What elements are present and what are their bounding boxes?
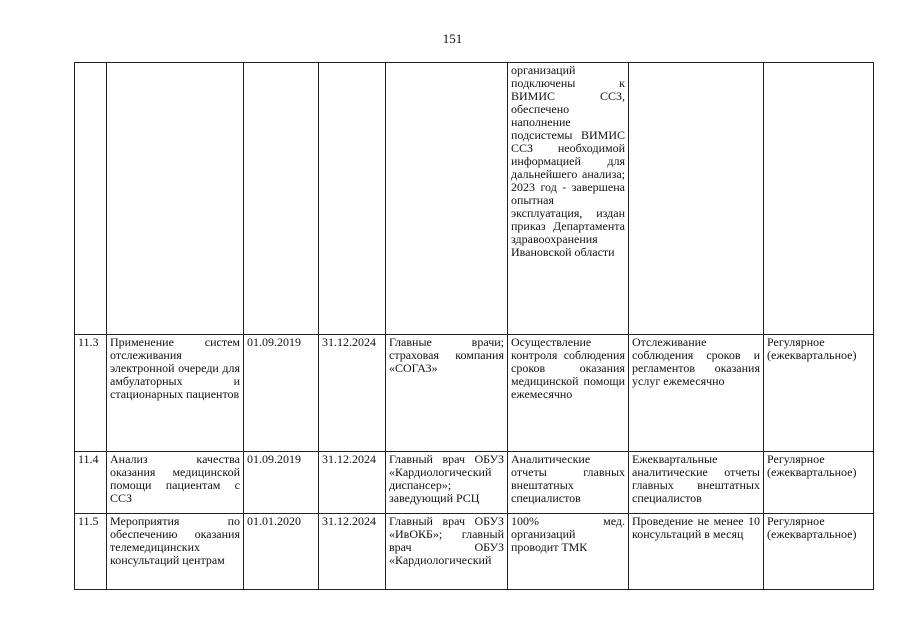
cell-start-date: [244, 63, 319, 335]
cell-result: Аналитические отчеты главных внештатных специалистов: [508, 452, 629, 514]
cell-end-date: 31.12.2024: [319, 514, 386, 590]
cell-responsible: Главный врач ОБУЗ «ИвОКБ»; главный врач ОБУЗ «Кардиологический: [386, 514, 508, 590]
cell-regularity: Регулярное (ежеквартальное): [764, 452, 874, 514]
cell-result: Осуществление контроля соблюдения сроков оказания медицинской помощи ежемесячно: [508, 335, 629, 452]
cell-control: Проведение не менее 10 консультаций в месяц: [629, 514, 764, 590]
cell-end-date: 31.12.2024: [319, 335, 386, 452]
cell-event: Мероприятия по обеспечению оказания телемедицинских консультаций центрам: [107, 514, 244, 590]
cell-event: Применение систем отслеживания электронной очереди для амбулаторных и стационарных пациентов: [107, 335, 244, 452]
cell-start-date: 01.09.2019: [244, 335, 319, 452]
table-row: [75, 63, 874, 335]
cell-control: Ежеквартальные аналитические отчеты главных внештатных специалистов: [629, 452, 764, 514]
cell-responsible: Главный врач ОБУЗ «Кардиологический диспансер»; заведующий РСЦ: [386, 452, 508, 514]
cell-regularity: Регулярное (ежеквартальное): [764, 335, 874, 452]
cell-regularity: [764, 63, 874, 335]
table-row: [75, 452, 874, 514]
cell-number: 11.5: [75, 514, 107, 590]
cell-control: [629, 63, 764, 335]
cell-event: [107, 63, 244, 335]
cell-end-date: [319, 63, 386, 335]
cell-result: 100% мед. организаций проводит ТМК: [508, 514, 629, 590]
cell-responsible: [386, 63, 508, 335]
action-plan-table: [74, 62, 874, 590]
cell-regularity: Регулярное (ежеквартальное): [764, 514, 874, 590]
cell-end-date: 31.12.2024: [319, 452, 386, 514]
page-number: 151: [442, 31, 463, 46]
cell-start-date: 01.09.2019: [244, 452, 319, 514]
cell-responsible: Главные врачи; страховая компания «СОГАЗ»: [386, 335, 508, 452]
cell-number: 11.4: [75, 452, 107, 514]
cell-number: [75, 63, 107, 335]
cell-result: организаций подключены к ВИМИС ССЗ, обеспечено наполнение подсистемы ВИМИС ССЗ необходимой информацией для дальнейшего анализа; 2023 год - завершена опытная эксплуатация, издан приказ Департамента здравоохранения Ивановской области: [508, 63, 629, 335]
table-row: [75, 335, 874, 452]
table-row: [75, 514, 874, 590]
cell-control: Отслеживание соблюдения сроков и регламентов оказания услуг ежемесячно: [629, 335, 764, 452]
cell-number: 11.3: [75, 335, 107, 452]
cell-start-date: 01.01.2020: [244, 514, 319, 590]
cell-event: Анализ качества оказания медицинской помощи пациентам с ССЗ: [107, 452, 244, 514]
